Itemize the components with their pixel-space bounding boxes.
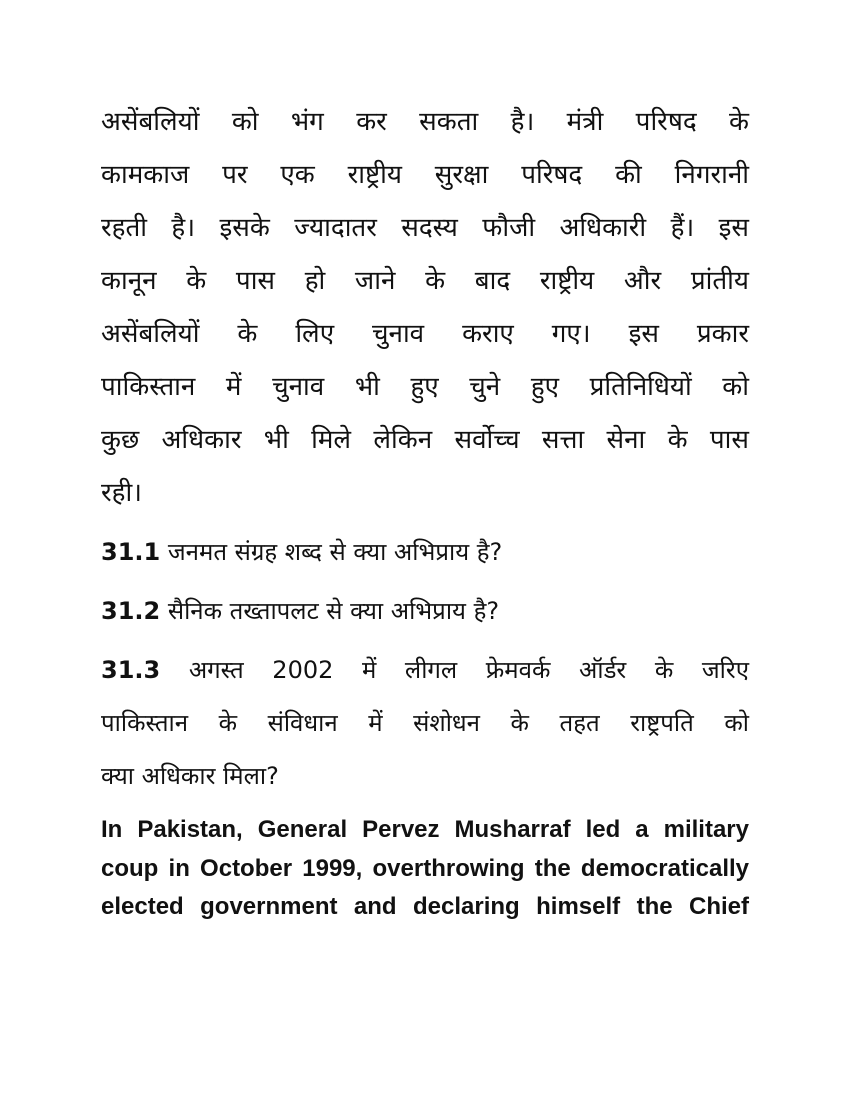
question-line	[101, 644, 749, 697]
english-line: coup in October 1999, overthrowing the democratically	[101, 854, 749, 882]
hindi-line: कामकाज पर एक राष्ट्रीय सुरक्षा परिषद की निगरानी	[101, 160, 749, 190]
hindi-line: असेंबलियों के लिए चुनाव कराए गए। इस प्रकार	[101, 319, 749, 349]
question-number: 31.3	[101, 656, 161, 684]
hindi-line: रहती है। इसके ज्यादातर सदस्य फौजी अधिकारी हैं। इस	[101, 213, 749, 243]
hindi-line: रही।	[101, 478, 143, 508]
question-line: क्या अधिकार मिला?	[101, 762, 279, 790]
question-31-2	[101, 585, 749, 638]
hindi-line: पाकिस्तान में चुनाव भी हुए चुने हुए प्रतिनिधियों को	[101, 372, 749, 402]
english-paragraph	[101, 811, 749, 927]
question-text: अगस्त 2002 में लीगल फ्रेमवर्क ऑर्डर के जरिए	[188, 656, 749, 684]
hindi-line: कुछ अधिकार भी मिले लेकिन सर्वोच्च सत्ता सेना के पास	[101, 425, 749, 455]
english-line: In Pakistan, General Pervez Musharraf led a military	[101, 816, 749, 843]
question-number: 31.1	[101, 538, 161, 566]
questions-block	[101, 526, 749, 803]
question-line: पाकिस्तान के संविधान में संशोधन के तहत राष्ट्रपति को	[101, 709, 749, 737]
hindi-line: कानून के पास हो जाने के बाद राष्ट्रीय और प्रांतीय	[101, 266, 749, 296]
question-31-1	[101, 526, 749, 579]
question-31-3	[101, 644, 749, 803]
question-text: सैनिक तख्तापलट से क्या अभिप्राय है?	[167, 597, 500, 625]
question-number: 31.2	[101, 597, 161, 625]
document-page	[101, 96, 749, 927]
english-line: elected government and declaring himself the Chief	[101, 893, 749, 920]
question-text: जनमत संग्रह शब्द से क्या अभिप्राय है?	[167, 538, 503, 566]
hindi-line: असेंबलियों को भंग कर सकता है। मंत्री परिषद के	[101, 107, 749, 137]
hindi-paragraph	[101, 96, 749, 520]
